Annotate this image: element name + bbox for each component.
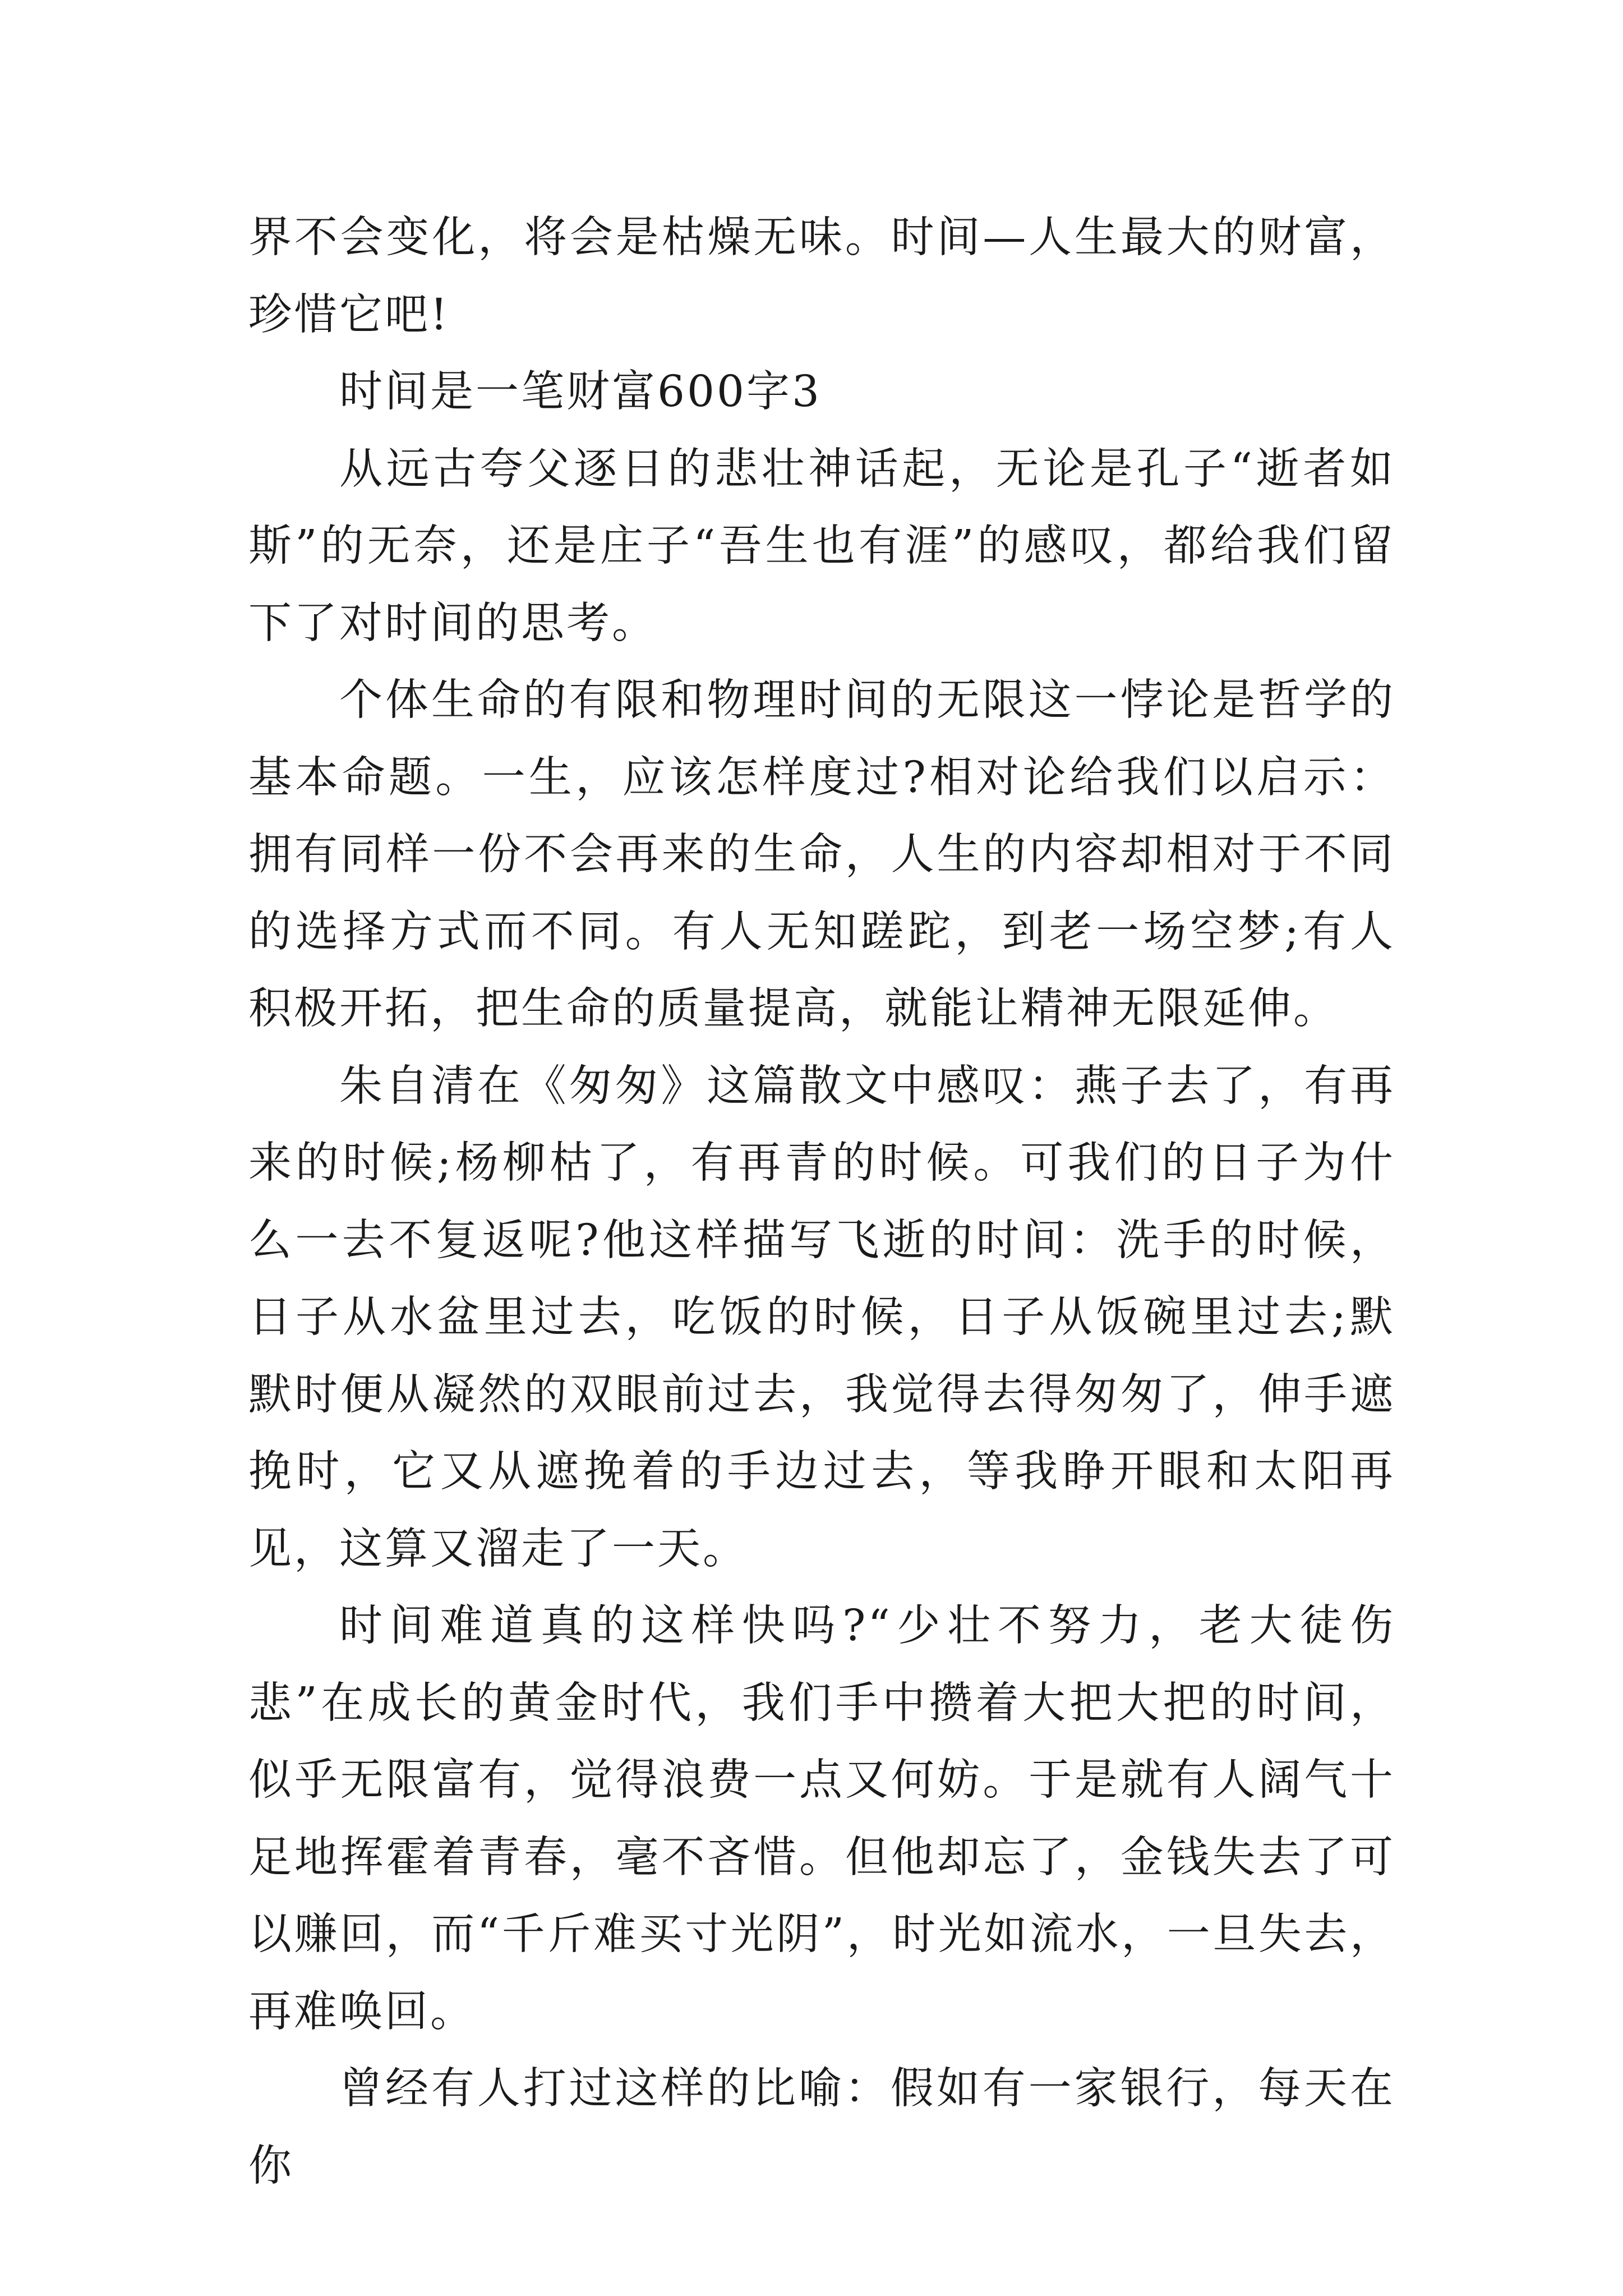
document-body [248, 199, 1395, 2205]
paragraph: 个体生命的有限和物理时间的无限这一悖论是哲学的基本命题。一生，应该怎样度过?相对论给我们以启示：拥有同样一份不会再来的生命，人生的内容却相对于不同的选择方式而不同。有人无知蹉跎，到老一场空梦;有人积极开拓，把生命的质量提高，就能让精神无限延伸。 [248, 675, 1395, 1034]
paragraph: 从远古夸父逐日的悲壮神话起，无论是孔子“逝者如斯”的无奈，还是庄子“吾生也有涯”的感叹，都给我们留下了对时间的思考。 [248, 444, 1395, 648]
paragraph: 曾经有人打过这样的比喻：假如有一家银行，每天在你 [248, 2064, 1395, 2191]
paragraph: 朱自清在《匆匆》这篇散文中感叹：燕子去了，有再来的时候;杨柳枯了，有再青的时候。可我们的日子为什么一去不复返呢?他这样描写飞逝的时间：洗手的时候，日子从水盆里过去，吃饭的时候，日子从饭碗里过去;默默时便从凝然的双眼前过去，我觉得去得匆匆了，伸手遮挽时，它又从遮挽着的手边过去，等我睁开眼和太阳再见，这算又溜走了一天。 [248, 1061, 1395, 1574]
paragraph: 时间难道真的这样快吗?“少壮不努力，老大徒伤悲”在成长的黄金时代，我们手中攒着大把大把的时间，似乎无限富有，觉得浪费一点又何妨。于是就有人阔气十足地挥霍着青春，毫不吝惜。但他却忘了，金钱失去了可以赚回，而“千斤难买寸光阴”，时光如流水，一旦失去，再难唤回。 [248, 1601, 1395, 2037]
paragraph-continued: 界不会变化，将会是枯燥无味。时间—人生最大的财富，珍惜它吧! [248, 213, 1395, 340]
section-heading: 时间是一笔财富600字3 [339, 367, 822, 417]
